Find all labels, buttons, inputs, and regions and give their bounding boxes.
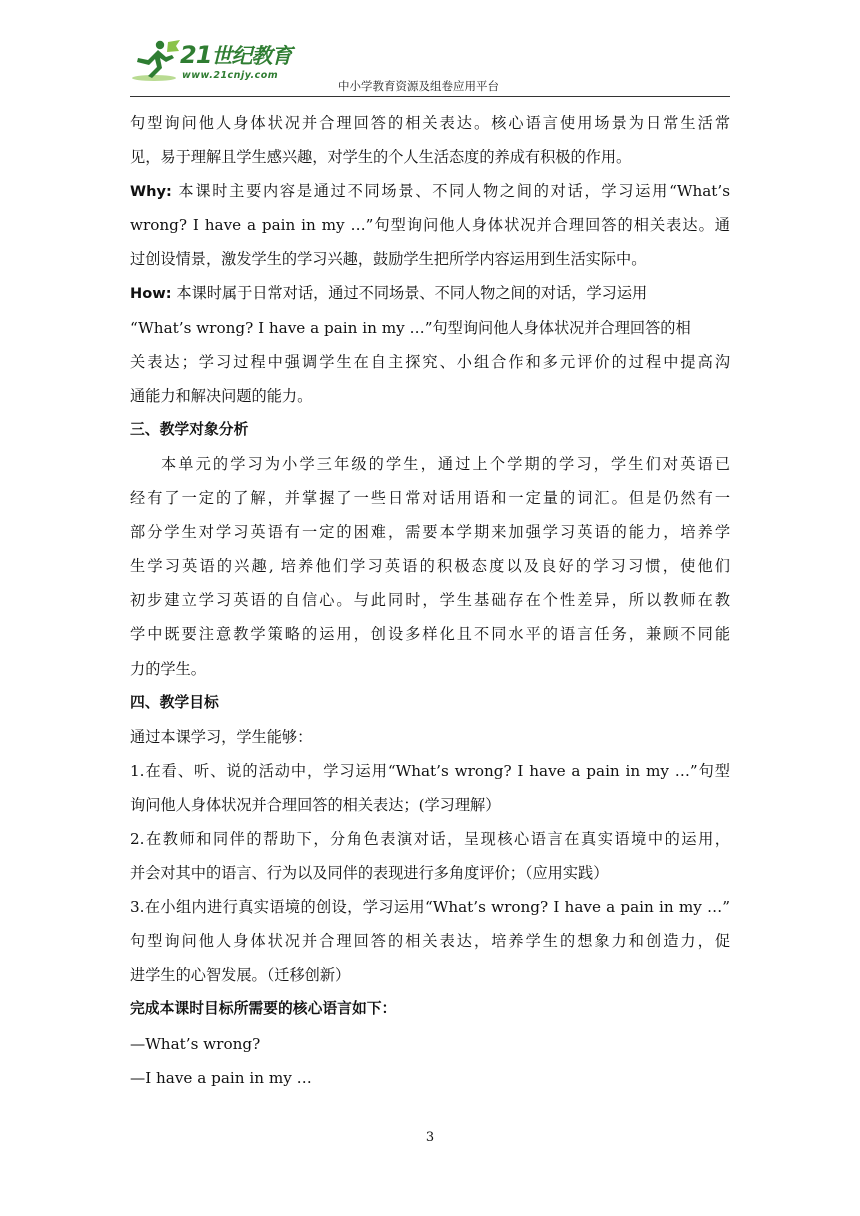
body-line: 通能力和解决问题的能力。 bbox=[130, 386, 313, 405]
section-heading-4: 四、教学目标 bbox=[130, 693, 219, 711]
body-line: 经有了一定的了解，并掌握了一些日常对话用语和一定量的词汇。但是仍然有一 bbox=[130, 489, 730, 508]
header-divider bbox=[130, 96, 730, 97]
core-language-heading: 完成本课时目标所需要的核心语言如下： bbox=[130, 1000, 397, 1018]
runner-logo-icon bbox=[130, 38, 182, 82]
body-line: 本单元的学习为小学三年级的学生，通过上个学期的学习，学生们对英语已 bbox=[161, 454, 730, 473]
document-body bbox=[130, 106, 730, 1095]
body-text: 本课时主要内容是通过不同场景、不同人物之间的对话，学习运用“What’s bbox=[178, 182, 730, 201]
body-text: 本课时属于日常对话，通过不同场景、不同人物之间的对话，学习运用 bbox=[176, 284, 648, 303]
site-logo bbox=[130, 34, 300, 90]
body-line: 通过本课学习，学生能够： bbox=[130, 727, 313, 746]
body-line: wrong? I have a pain in my …”句型询问他人身体状况并合理回答的相关表达。通 bbox=[130, 216, 730, 235]
how-paragraph-line bbox=[130, 276, 730, 310]
logo-wordmark: 21世纪教育 bbox=[180, 41, 292, 69]
body-line: 句型询问他人身体状况并合理回答的相关表达。核心语言使用场景为日常生活常 bbox=[130, 114, 730, 132]
goal-1-line: 1.在看、听、说的活动中，学习运用“What’s wrong? I have a pain in my …”句型 bbox=[130, 761, 730, 780]
body-line: 关表达；学习过程中强调学生在自主探究、小组合作和多元评价的过程中提高沟 bbox=[130, 352, 730, 371]
goal-2-line: 并会对其中的语言、行为以及同伴的表现进行多角度评价；（应用实践） bbox=[130, 864, 609, 883]
goal-2-line: 2.在教师和同伴的帮助下，分角色表演对话，呈现核心语言在真实语境中的运用， bbox=[130, 829, 730, 848]
logo-url: www.21cnjy.com bbox=[182, 70, 279, 81]
goal-3-line: 进学生的心智发展。（迁移创新） bbox=[130, 966, 351, 985]
body-line: 生学习英语的兴趣, 培养他们学习英语的积极态度以及良好的学习习惯，使他们 bbox=[130, 557, 730, 576]
body-line: 过创设情景，激发学生的学习兴趣，鼓励学生把所学内容运用到生活实际中。 bbox=[130, 250, 647, 269]
platform-title: 中小学教育资源及组卷应用平台 bbox=[338, 79, 499, 93]
body-line: 学中既要注意教学策略的运用，创设多样化且不同水平的语言任务，兼顾不同能 bbox=[130, 625, 730, 644]
how-label: How: bbox=[130, 285, 172, 303]
body-line: “What’s wrong? I have a pain in my …”句型询问他人身体状况并合理回答的相 bbox=[130, 318, 691, 337]
goal-3-line: 句型询问他人身体状况并合理回答的相关表达，培养学生的想象力和创造力，促 bbox=[130, 932, 730, 951]
body-line: 见，易于理解且学生感兴趣，对学生的个人生活态度的养成有积极的作用。 bbox=[130, 148, 632, 167]
why-label: Why: bbox=[130, 183, 172, 201]
goal-3-line: 3.在小组内进行真实语境的创设，学习运用“What’s wrong? I have a pain in my …” bbox=[130, 898, 730, 917]
page-header bbox=[130, 28, 730, 98]
core-language-line: —I have a pain in my … bbox=[130, 1068, 312, 1087]
body-line: 初步建立学习英语的自信心。与此同时，学生基础存在个性差异，所以教师在教 bbox=[130, 591, 730, 610]
core-language-line: —What’s wrong? bbox=[130, 1034, 261, 1053]
body-line: 力的学生。 bbox=[130, 659, 206, 678]
page-number: 3 bbox=[425, 1130, 435, 1145]
goal-1-line: 询问他人身体状况并合理回答的相关表达；(学习理解） bbox=[130, 795, 501, 814]
section-heading-3: 三、教学对象分析 bbox=[130, 420, 249, 438]
why-paragraph-line bbox=[130, 174, 730, 208]
body-line: 部分学生对学习英语有一定的困难，需要本学期来加强学习英语的能力，培养学 bbox=[130, 523, 730, 542]
